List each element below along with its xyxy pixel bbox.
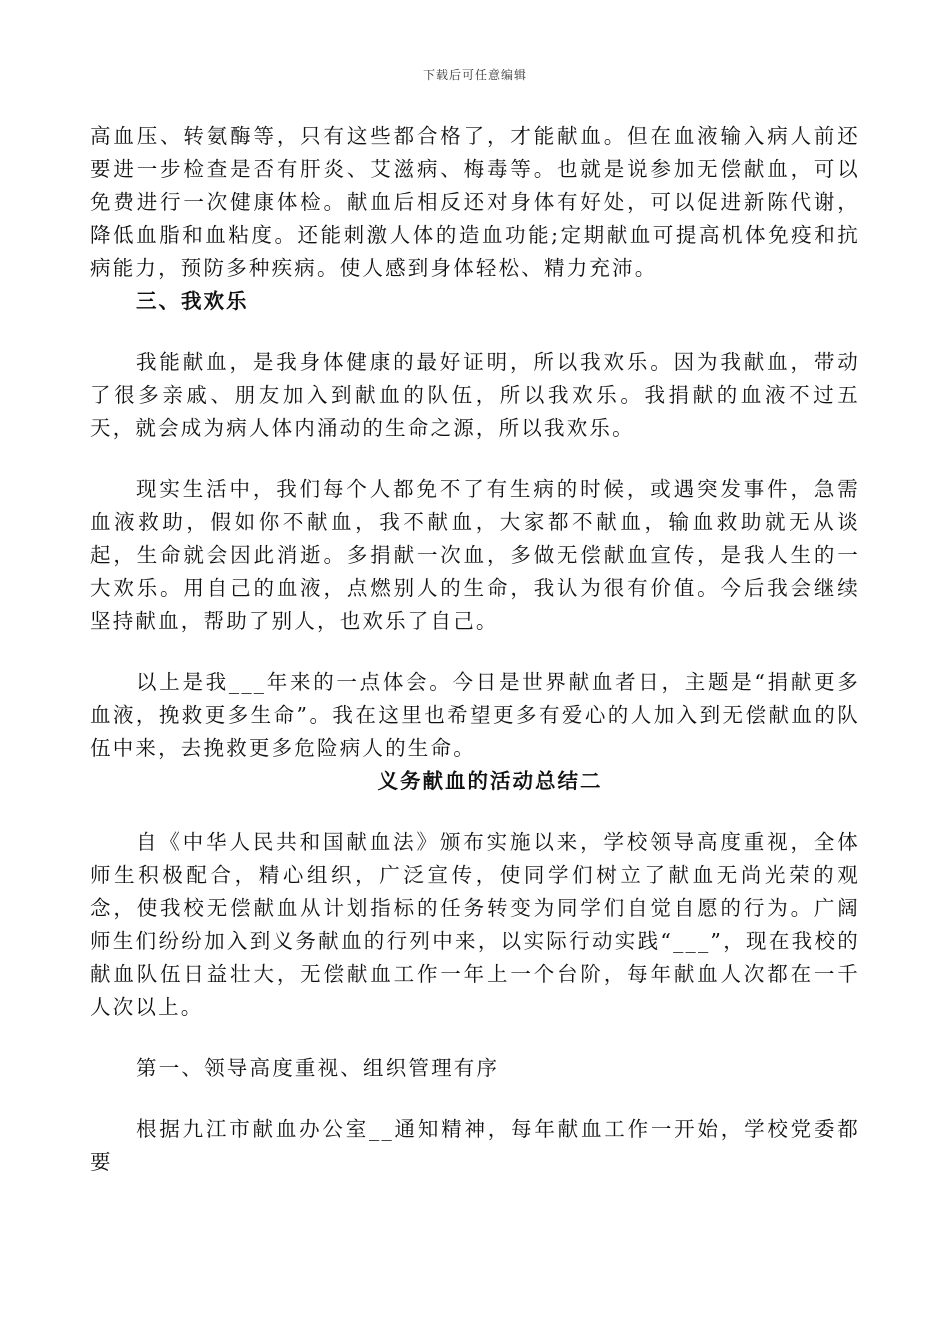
document-body [90,120,860,1179]
document-title-two: 义务献血的活动总结二 [377,769,603,793]
paragraph-health-check: 高血压、转氨酶等，只有这些都合格了，才能献血。但在血液输入病人前还要进一步检查是否有肝炎、艾滋病、梅毒等。也就是说参加无偿献血，可以免费进行一次健康体检。献血后相反还对身体有好处，可以促进新陈代谢，降低血脂和血粘度。还能刺激人体的造血功能;定期献血可提高机体免疫和抗病能力，预防多种疾病。使人感到身体轻松、精力充沛。 [90,124,860,280]
paragraph-i-am-happy: 我能献血，是我身体健康的最好证明，所以我欢乐。因为我献血，带动了很多亲戚、朋友加入到献血的队伍，所以我欢乐。我捐献的血液不过五天，就会成为病人体内涌动的生命之源，所以我欢乐。 [90,350,860,440]
section-heading-three: 三、我欢乐 [136,289,249,313]
paragraph-blood-donation-law: 自《中华人民共和国献血法》颁布实施以来，学校领导高度重视，全体师生积极配合，精心组织，广泛宣传，使同学们树立了献血无尚光荣的观念，使我校无偿献血从计划指标的任务转变为同学们自觉自愿的行为。广阔师生们纷纷加入到义务献血的行列中来，以实际行动实践“___”，现在我校的献血队伍日益壮大，无偿献血工作一年上一个台阶，每年献血人次都在一千人次以上。 [90,830,860,1019]
section-heading-first: 第一、领导高度重视、组织管理有序 [136,1056,500,1080]
paragraph-conclusion: 以上是我___年来的一点体会。今日是世界献血者日，主题是“捐献更多血液，挽救更多生命”。我在这里也希望更多有爱心的人加入到无偿献血的队伍中来，去挽救更多危险病人的生命。 [90,670,860,760]
paragraph-real-life: 现实生活中，我们每个人都免不了有生病的时候，或遇突发事件，急需血液救助，假如你不献血，我不献血，大家都不献血，输血救助就无从谈起，生命就会因此消逝。多捐献一次血，多做无偿献血宣传，是我人生的一大欢乐。用自己的血液，点燃别人的生命，我认为很有价值。今后我会继续坚持献血，帮助了别人，也欢乐了自己。 [90,477,860,633]
page-header: 下载后可任意编辑 [422,68,527,82]
paragraph-jiujiang-office: 根据九江市献血办公室__通知精神，每年献血工作一开始，学校党委都要 [90,1117,860,1174]
